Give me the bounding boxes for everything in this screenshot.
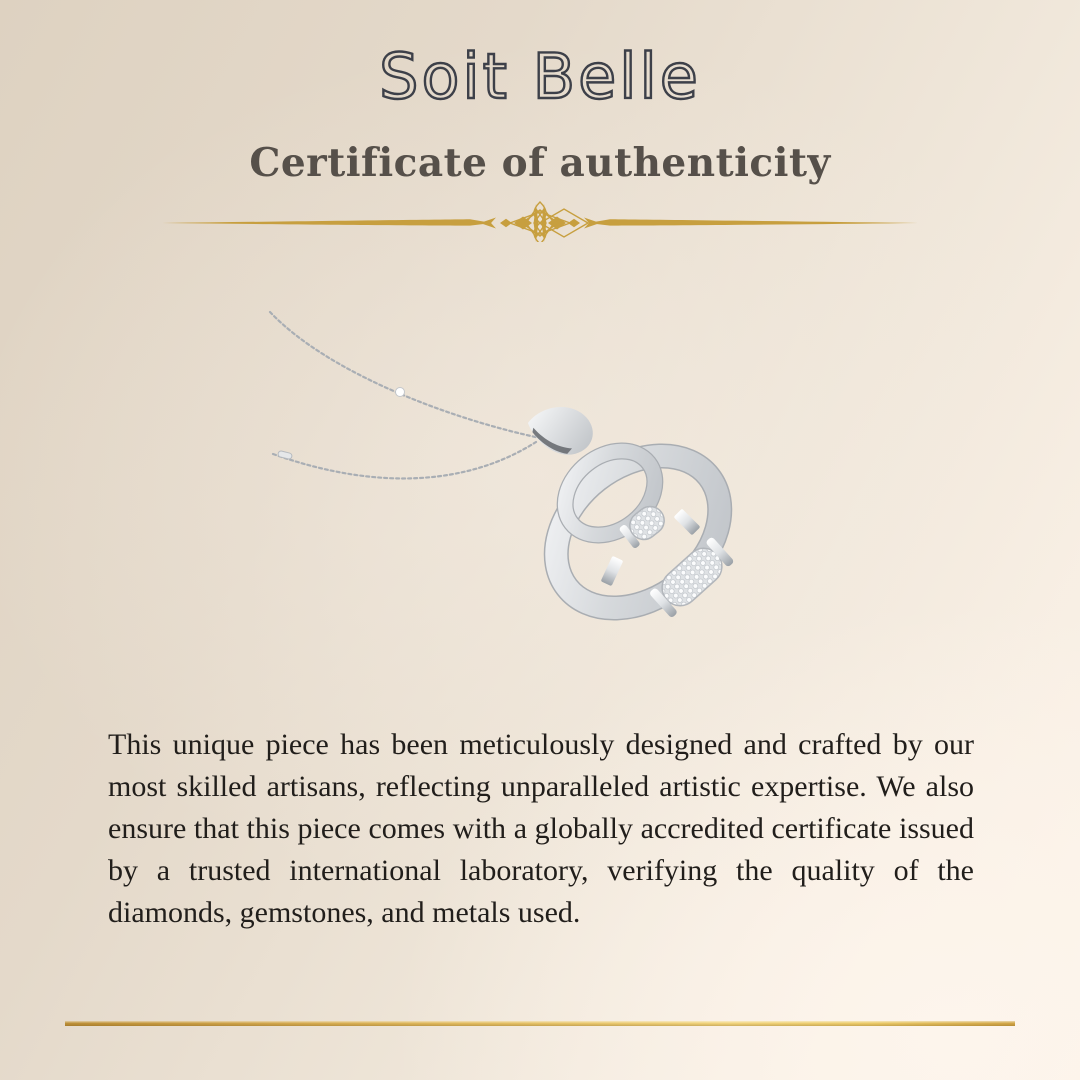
certificate-description: This unique piece has been meticulously designed and crafted by our most skilled artisans, reflecting unparalleled artistic expertise. We also ensure that this piece comes with a globally accredited certificate issued by a trusted international laboratory, verifying the quality of the diamonds, gemstones, and metals used.	[108, 728, 974, 929]
certificate-title: Certificate of authenticity	[249, 140, 831, 186]
necklace-chain	[270, 312, 540, 478]
small-pave-diamond-cap	[618, 501, 670, 550]
chain-diamond-bead	[396, 388, 405, 397]
polished-band-right	[674, 509, 701, 536]
ornamental-divider-icon	[150, 198, 930, 242]
brand-logo-svg	[330, 34, 750, 116]
brand-logo-text: Soit Belle	[379, 40, 701, 113]
brand-logo	[0, 34, 1080, 121]
pendant-necklace-photo	[240, 280, 780, 670]
gold-rule	[65, 1021, 1015, 1026]
polished-band-left	[601, 556, 624, 586]
chain-clasp	[277, 450, 292, 459]
large-pave-diamond-cap	[648, 536, 735, 620]
